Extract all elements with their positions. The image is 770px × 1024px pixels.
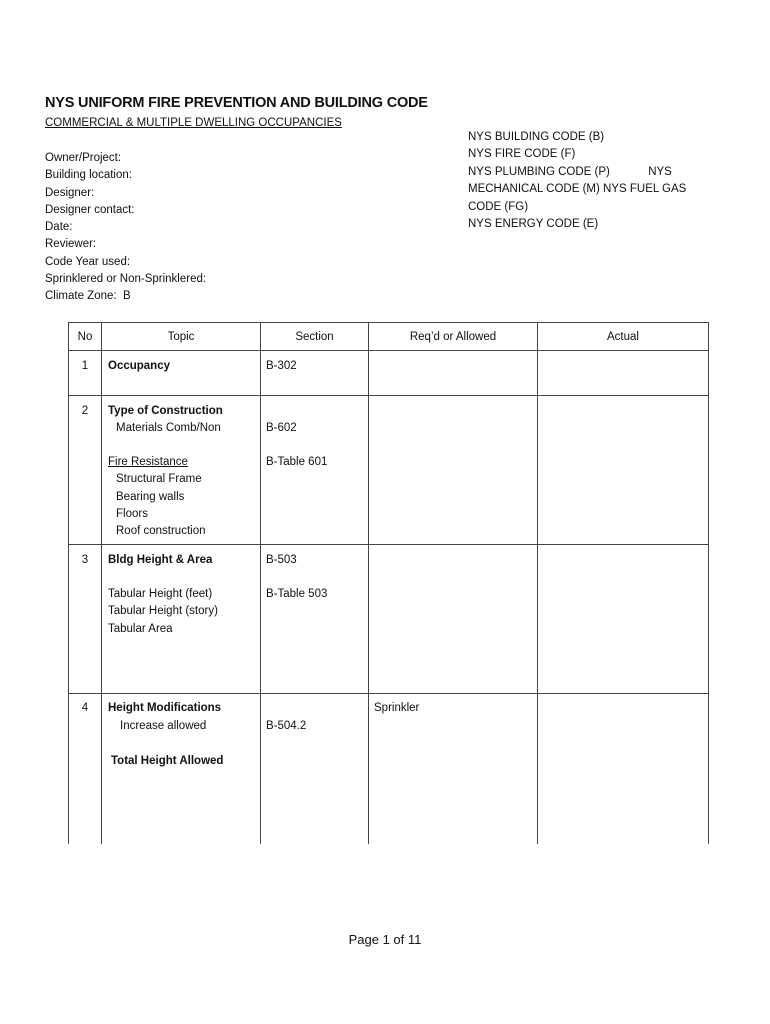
row-topic: Type of Construction (108, 405, 223, 417)
row-section: B-Table 503 (266, 588, 328, 600)
row-section: B-503 (266, 554, 297, 566)
table-rule (68, 395, 709, 396)
header-reqd: Req’d or Allowed (409, 331, 497, 343)
table-rule (708, 322, 709, 844)
contact-label: Designer contact: (45, 203, 135, 216)
row-subtopic: Total Height Allowed (111, 755, 224, 767)
row-section: B-504.2 (266, 720, 307, 732)
row-requirement: Sprinkler (374, 702, 420, 714)
climate-zone-label: Climate Zone: B (45, 290, 131, 303)
reviewer-label: Reviewer: (45, 238, 97, 251)
code-line: NYS FIRE CODE (F) (468, 148, 576, 161)
row-section: B-Table 601 (266, 456, 328, 468)
row-number: 3 (81, 554, 89, 566)
row-section: B-602 (266, 422, 297, 434)
row-subtopic: Tabular Area (108, 623, 173, 635)
header-section: Section (295, 331, 334, 343)
sprinklered-label: Sprinklered or Non-Sprinklered: (45, 273, 207, 286)
table-rule (68, 693, 709, 694)
table-rule (101, 322, 102, 844)
location-label: Building location: (45, 169, 132, 182)
row-subtopic: Bearing walls (116, 491, 185, 503)
code-year-label: Code Year used: (45, 255, 131, 268)
table-rule (68, 322, 709, 323)
date-label: Date: (45, 221, 73, 234)
table-rule (68, 350, 709, 351)
header-actual: Actual (607, 331, 639, 343)
code-line: CODE (FG) (468, 200, 529, 213)
row-subtopic: Materials Comb/Non (116, 422, 221, 434)
row-number: 1 (81, 360, 89, 372)
row-topic: Occupancy (108, 360, 170, 372)
project-fields (45, 150, 206, 306)
row-subtopic: Structural Frame (116, 473, 202, 485)
code-line: NYS BUILDING CODE (B) (468, 131, 605, 143)
document-title: NYS UNIFORM FIRE PREVENTION AND BUILDING CODE (45, 95, 428, 111)
designer-label: Designer: (45, 186, 95, 199)
row-topic: Bldg Height & Area (108, 554, 213, 566)
document-subtitle: COMMERCIAL & MULTIPLE DWELLING OCCUPANCIES (45, 117, 342, 129)
row-topic: Height Modifications (108, 702, 222, 714)
row-subtopic: Fire Resistance (108, 456, 188, 468)
code-line: NYS PLUMBING CODE (P) NYS (468, 165, 672, 178)
code-review-table (68, 322, 709, 844)
row-subtopic: Roof construction (116, 525, 206, 537)
code-line: MECHANICAL CODE (M) NYS FUEL GAS (468, 183, 687, 196)
code-list (468, 129, 708, 233)
table-rule (537, 322, 538, 844)
page-number: Page 1 of 11 (348, 932, 422, 947)
row-section: B-302 (266, 360, 297, 372)
code-line: NYS ENERGY CODE (E) (468, 218, 599, 231)
row-number: 2 (81, 405, 89, 417)
table-rule (68, 322, 69, 844)
row-subtopic: Floors (116, 508, 148, 520)
header-no: No (77, 331, 93, 343)
row-subtopic: Tabular Height (story) (108, 605, 218, 617)
row-subtopic: Increase allowed (120, 720, 207, 732)
owner-label: Owner/Project: (45, 152, 122, 164)
header-topic: Topic (167, 331, 195, 343)
row-number: 4 (81, 702, 89, 714)
table-rule (68, 544, 709, 545)
table-rule (260, 322, 261, 844)
table-rule (368, 322, 369, 844)
row-subtopic: Tabular Height (feet) (108, 588, 213, 600)
